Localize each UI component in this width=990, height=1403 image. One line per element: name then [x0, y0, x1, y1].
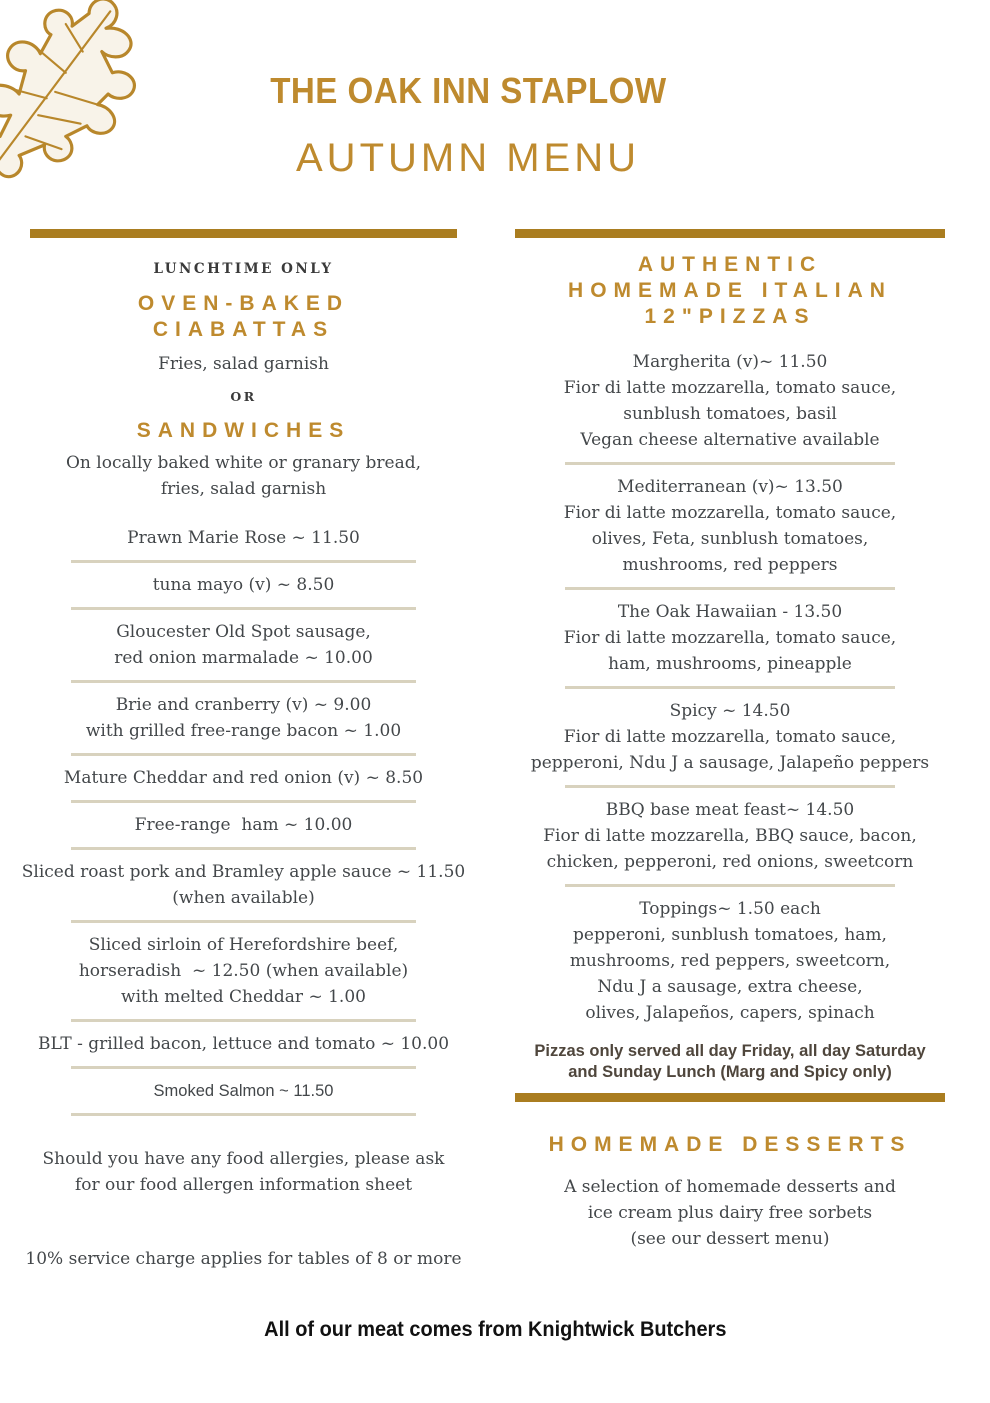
menu-item: [515, 689, 945, 785]
menu-item-line: with melted Cheddar ~ 1.00: [121, 987, 366, 1007]
gold-rule-left: [30, 229, 457, 238]
menu-item-line: Toppings~ 1.50 each: [639, 899, 821, 919]
menu-item-line: Fior di latte mozzarella, BBQ sauce, bacon,: [543, 826, 917, 846]
menu-item: [515, 887, 945, 1035]
menu-item-line: chicken, pepperoni, red onions, sweetcorn: [546, 852, 914, 872]
menu-item-line: red onion marmalade ~ 10.00: [114, 648, 373, 668]
text-line: for our food allergen information sheet: [74, 1175, 413, 1195]
menu-item-line: Brie and cranberry (v) ~ 9.00: [115, 695, 372, 715]
menu-item-line: BBQ base meat feast~ 14.50: [605, 800, 855, 820]
item-divider: [71, 1113, 416, 1116]
menu-item: [515, 465, 945, 587]
text-line: A selection of homemade desserts and: [564, 1177, 896, 1197]
sandwich-item-list: [21, 516, 466, 1116]
lunchtime-only-label: LUNCHTIME ONLY: [153, 261, 334, 277]
pizzas-heading: [515, 252, 945, 330]
menu-item-line: Ndu J a sausage, extra cheese,: [597, 977, 863, 997]
text-line: Pizzas only served all day Friday, all day Saturday: [534, 1042, 926, 1060]
sandwiches-subtext: [30, 450, 457, 502]
text-line: and Sunday Lunch (Marg and Spicy only): [568, 1063, 892, 1081]
gold-rule-right: [515, 229, 945, 238]
sandwiches-heading: [30, 418, 457, 444]
ciabattas-heading: [30, 291, 457, 343]
menu-item-line: Vegan cheese alternative available: [580, 430, 880, 450]
text-line: HOMEMADE ITALIAN: [568, 279, 892, 302]
menu-item-line: The Oak Hawaiian - 13.50: [617, 602, 843, 622]
page-subtitle-text: AUTUMN MENU: [296, 136, 640, 180]
menu-item: [30, 1069, 457, 1113]
menu-item-line: olives, Feta, sunblush tomatoes,: [591, 529, 869, 549]
menu-item-line: Free-range ham ~ 10.00: [134, 815, 353, 835]
menu-item: [30, 683, 457, 753]
menu-item-line: pepperoni, Ndu J a sausage, Jalapeño peppers: [530, 753, 930, 773]
page-title: [0, 70, 936, 112]
menu-item-line: Mature Cheddar and red onion (v) ~ 8.50: [63, 768, 424, 788]
text-line: Should you have any food allergies, please ask: [42, 1149, 445, 1169]
menu-item-line: mushrooms, red peppers, sweetcorn,: [569, 951, 891, 971]
desserts-heading: [515, 1132, 945, 1158]
menu-item-line: (when available): [172, 888, 315, 908]
menu-item-line: tuna mayo (v) ~ 8.50: [152, 575, 335, 595]
or-label: OR: [230, 389, 257, 404]
menu-item-line: Fior di latte mozzarella, tomato sauce,: [563, 628, 897, 648]
menu-item-line: Fior di latte mozzarella, tomato sauce,: [563, 378, 897, 398]
header: [0, 0, 936, 181]
menu-item-line: ham, mushrooms, pineapple: [608, 654, 852, 674]
menu-item-line: with grilled free-range bacon ~ 1.00: [85, 721, 402, 741]
menu-item: [30, 756, 457, 800]
pizza-column: [515, 229, 945, 1252]
service-charge-note: 10% service charge applies for tables of 8 or more: [25, 1249, 462, 1269]
menu-item: [30, 563, 457, 607]
text-line: 12"PIZZAS: [644, 305, 816, 328]
menu-item: [30, 803, 457, 847]
menu-item-line: Margherita (v)~ 11.50: [632, 352, 828, 372]
menu-item-line: Gloucester Old Spot sausage,: [116, 622, 371, 642]
menu-item-line: mushrooms, red peppers: [622, 555, 838, 575]
menu-item-line: Prawn Marie Rose ~ 11.50: [127, 528, 360, 548]
lunch-column: [21, 229, 466, 1272]
text-line: (see our dessert menu): [630, 1229, 830, 1249]
gold-rule-desserts: [515, 1093, 945, 1102]
sandwiches-heading-text: SANDWICHES: [136, 419, 351, 442]
desserts-description: [515, 1174, 945, 1252]
menu-item: [21, 850, 466, 920]
menu-item-line: Fior di latte mozzarella, tomato sauce,: [563, 727, 897, 747]
menu-item-line: Fior di latte mozzarella, tomato sauce,: [563, 503, 897, 523]
menu-item: [30, 923, 457, 1019]
menu-item-line: Sliced sirloin of Herefordshire beef,: [88, 935, 399, 955]
menu-item: [30, 516, 457, 560]
menu-item-line: Smoked Salmon ~ 11.50: [153, 1082, 334, 1100]
menu-item: [515, 340, 945, 462]
menu-item-line: Sliced roast pork and Bramley apple sauce ~ 11.50: [21, 862, 466, 882]
menu-item-line: olives, Jalapeños, capers, spinach: [585, 1003, 875, 1023]
text-line: fries, salad garnish: [160, 479, 327, 499]
menu-item: [515, 590, 945, 686]
allergy-note: [30, 1146, 457, 1198]
footer-note: [0, 1318, 990, 1342]
menu-item: [515, 788, 945, 884]
desserts-heading-text: HOMEMADE DESSERTS: [548, 1133, 912, 1156]
page-subtitle: [0, 136, 936, 181]
menu-item-line: sunblush tomatoes, basil: [623, 404, 837, 424]
menu-item-line: BLT - grilled bacon, lettuce and tomato ~ 10.00: [37, 1034, 450, 1054]
menu-item: [30, 1022, 457, 1066]
text-line: AUTHENTIC: [637, 253, 823, 276]
pizza-service-note: [515, 1041, 945, 1083]
text-line: ice cream plus dairy free sorbets: [587, 1203, 873, 1223]
pizza-item-list: [515, 340, 945, 1035]
text-line: OVEN-BAKED: [137, 292, 350, 315]
menu-item-line: pepperoni, sunblush tomatoes, ham,: [573, 925, 887, 945]
menu-item-line: horseradish ~ 12.50 (when available): [78, 961, 409, 981]
menu-item-line: Spicy ~ 14.50: [669, 701, 791, 721]
menu-item: [30, 610, 457, 680]
menu-item-line: Mediterranean (v)~ 13.50: [617, 477, 843, 497]
text-line: CIABATTAS: [152, 318, 335, 341]
page-title-text: THE OAK INN STAPLOW: [269, 70, 667, 111]
ciabattas-subtext: Fries, salad garnish: [158, 354, 329, 374]
text-line: On locally baked white or granary bread,: [65, 453, 422, 473]
footer-note-text: All of our meat comes from Knightwick Butchers: [263, 1318, 727, 1341]
